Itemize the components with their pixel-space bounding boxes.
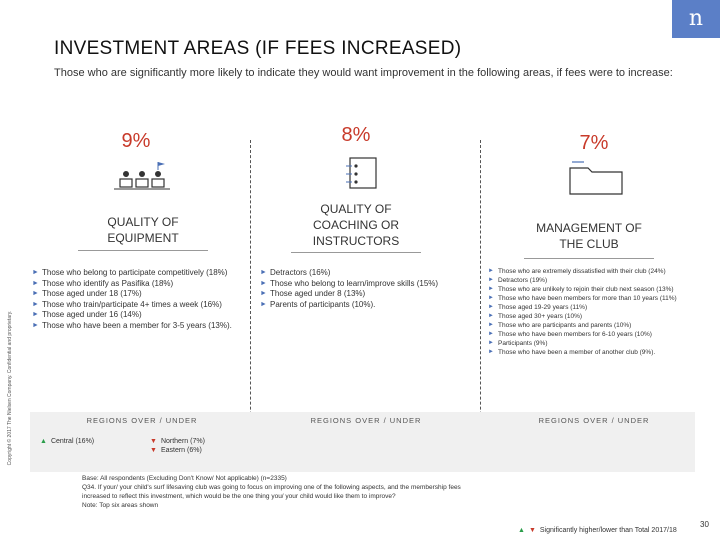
list-item: ► Detractors (16%) [260, 268, 470, 279]
list-item: ► Those who train/participate 4+ times a week (16%) [32, 300, 247, 311]
base-line: Q34. If your/ your child's surf lifesaving club was going to focus on improving one of the following aspects, and the membership fees increased to reflect this investment, which would be the one thing you/ your child would like them to improve? [82, 484, 461, 500]
equipment-percent: 9% [121, 130, 151, 152]
region-label: Northern (7%) [160, 438, 205, 445]
coaching-percent: 8% [341, 124, 371, 146]
list-item: ► Those aged 19-29 years (11%) [488, 303, 693, 312]
management-percent: 7% [579, 132, 609, 154]
equipment-title: QUALITY OF EQUIPMENT [107, 215, 179, 245]
up-triangle-icon: ▲ [518, 527, 525, 534]
equipment-bullets [32, 268, 247, 331]
region-label: Eastern (6%) [160, 447, 202, 454]
list-item: ► Participants (9%) [488, 339, 693, 348]
list-item: ► Those aged 30+ years (10%) [488, 312, 693, 321]
base-note [82, 474, 472, 510]
list-item: ► Those aged under 16 (14%) [32, 310, 247, 321]
management-bullets [488, 267, 693, 357]
region-under [150, 446, 202, 455]
list-item: ► Those who are extremely dissatisfied with their club (24%) [488, 267, 693, 276]
base-line: Note: Top six areas shown [82, 502, 159, 509]
folder-icon [568, 156, 624, 196]
list-item: ► Parents of participants (10%). [260, 300, 470, 311]
list-item: ► Those who have been a member of another club (9%). [488, 348, 693, 357]
page-subtitle: Those who are significantly more likely to indicate they would want improvement in the following areas, if fees were to increase: [54, 67, 673, 79]
list-item: ► Those who have been a member for 3-5 years (13%). [32, 321, 247, 332]
region-label: Central (16%) [50, 438, 95, 445]
management-underline [524, 258, 654, 259]
list-item: ► Those aged under 18 (17%) [32, 289, 247, 300]
management-title: MANAGEMENT OF THE CLUB [536, 221, 642, 251]
base-line: Base: All respondents (Excluding Don't Know/ Not applicable) (n=2335) [82, 475, 287, 482]
down-triangle-icon: ▼ [150, 447, 157, 454]
region-over [40, 437, 94, 446]
equipment-icon [112, 158, 172, 198]
list-item: ► Those who have been members for 6-10 years (10%) [488, 330, 693, 339]
equipment-underline [78, 250, 208, 251]
coaching-bullets [260, 268, 470, 310]
list-item: ► Those who belong to participate competitively (18%) [32, 268, 247, 279]
clipboard-icon [344, 156, 380, 190]
list-item: ► Those aged under 8 (13%) [260, 289, 470, 300]
list-item: ► Those who have been members for more than 10 years (11%) [488, 294, 693, 303]
significance-label: Significantly higher/lower than Total 2017/18 [539, 527, 677, 534]
list-item: ► Those who belong to learn/improve skills (15%) [260, 279, 470, 290]
regions-heading: REGIONS OVER / UNDER [538, 416, 650, 425]
down-triangle-icon: ▼ [528, 527, 536, 534]
list-item: ► Those who are participants and parents (10%) [488, 321, 693, 330]
copyright-notice: Copyright © 2017 The Nielsen Company. Confidential and proprietary. [7, 310, 13, 466]
up-triangle-icon: ▲ [40, 438, 47, 445]
regions-heading: REGIONS OVER / UNDER [310, 416, 422, 425]
region-under [150, 437, 205, 446]
list-item: ► Those who are unlikely to rejoin their club next season (13%) [488, 285, 693, 294]
page-number: 30 [700, 520, 709, 529]
coaching-title: QUALITY OF COACHING OR INSTRUCTORS [312, 202, 400, 248]
down-triangle-icon: ▼ [150, 438, 157, 445]
page-title: INVESTMENT AREAS (IF FEES INCREASED) [54, 38, 462, 59]
significance-legend [518, 527, 677, 534]
regions-heading: REGIONS OVER / UNDER [86, 416, 198, 425]
coaching-underline [291, 252, 421, 253]
list-item: ► Those who identify as Pasifika (18%) [32, 279, 247, 290]
list-item: ► Detractors (19%) [488, 276, 693, 285]
nielsen-logo: n [672, 0, 720, 38]
